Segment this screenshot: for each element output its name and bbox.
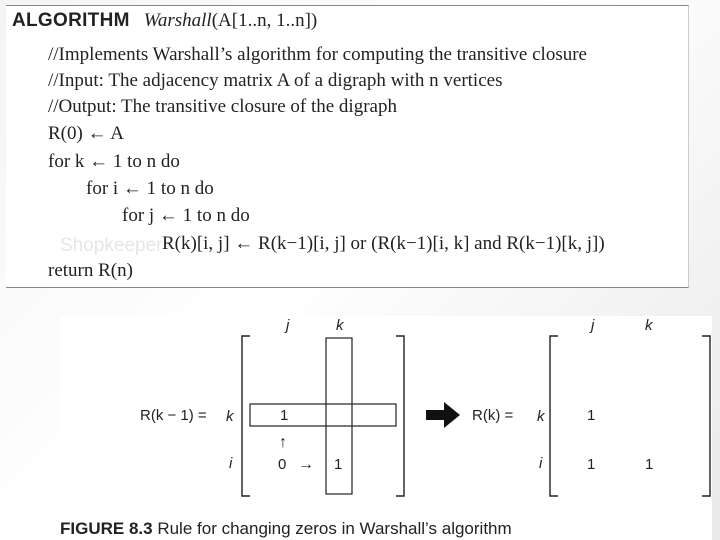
algorithm-header [12, 9, 317, 32]
right-row-k-label: k [537, 408, 545, 425]
right-matrix-label: R(k) = [472, 407, 514, 424]
loop-j: for j ← 1 to n do [122, 205, 250, 226]
update-statement: R(k)[i, j] ← R(k−1)[i, j] or (R(k−1)[i, k] and R(k−1)[k, j]) [162, 233, 605, 254]
right-row-i-label: i [539, 455, 543, 472]
figure-caption [60, 519, 512, 539]
algorithm-label: ALGORITHM [12, 10, 130, 31]
algorithm-name: Warshall [143, 10, 212, 31]
loop-i: for i ← 1 to n do [86, 178, 214, 199]
left-matrix-right-bracket [396, 336, 404, 496]
comment-line-1: //Implements Warshall’s algorithm for computing the transitive closure [48, 44, 587, 65]
algorithm-box [6, 5, 689, 288]
left-col-k-label: k [336, 317, 344, 334]
right-value-kj: 1 [587, 407, 596, 424]
row-k-band [250, 404, 396, 426]
comment-line-3: //Output: The transitive closure of the digraph [48, 96, 397, 117]
left-matrix-label: R(k − 1) = [140, 407, 207, 424]
loop-k: for k ← 1 to n do [48, 151, 180, 172]
init-statement: R(0) ← A [48, 123, 124, 144]
ghost-watermark-text: Shopkeeper [60, 235, 163, 256]
right-matrix-left-bracket [550, 336, 558, 496]
left-value-ik: 1 [334, 456, 343, 473]
left-row-i-label: i [229, 455, 233, 472]
left-col-j-label: j [286, 317, 290, 334]
return-statement: return R(n) [48, 260, 133, 281]
left-value-kj: 1 [280, 407, 289, 424]
arrow-right: → [298, 456, 314, 473]
left-value-ij: 0 [278, 456, 287, 473]
figure-8-3 [60, 316, 712, 540]
comment-line-2: //Input: The adjacency matrix A of a digraph with n vertices [48, 70, 503, 91]
arrow-up: ↑ [279, 434, 287, 451]
left-matrix-left-bracket [242, 336, 250, 496]
transform-arrow-icon [426, 402, 460, 428]
figure-number: FIGURE 8.3 [60, 519, 153, 538]
right-value-ij: 1 [587, 456, 596, 473]
right-value-ik: 1 [645, 456, 654, 473]
right-matrix-right-bracket [702, 336, 710, 496]
figure-diagram [60, 316, 712, 540]
algorithm-args: (A[1..n, 1..n]) [211, 10, 318, 31]
left-row-k-label: k [226, 408, 234, 425]
figure-caption-text: Rule for changing zeros in Warshall’s algorithm [157, 519, 512, 538]
right-col-k-label: k [645, 317, 653, 334]
right-col-j-label: j [591, 317, 595, 334]
